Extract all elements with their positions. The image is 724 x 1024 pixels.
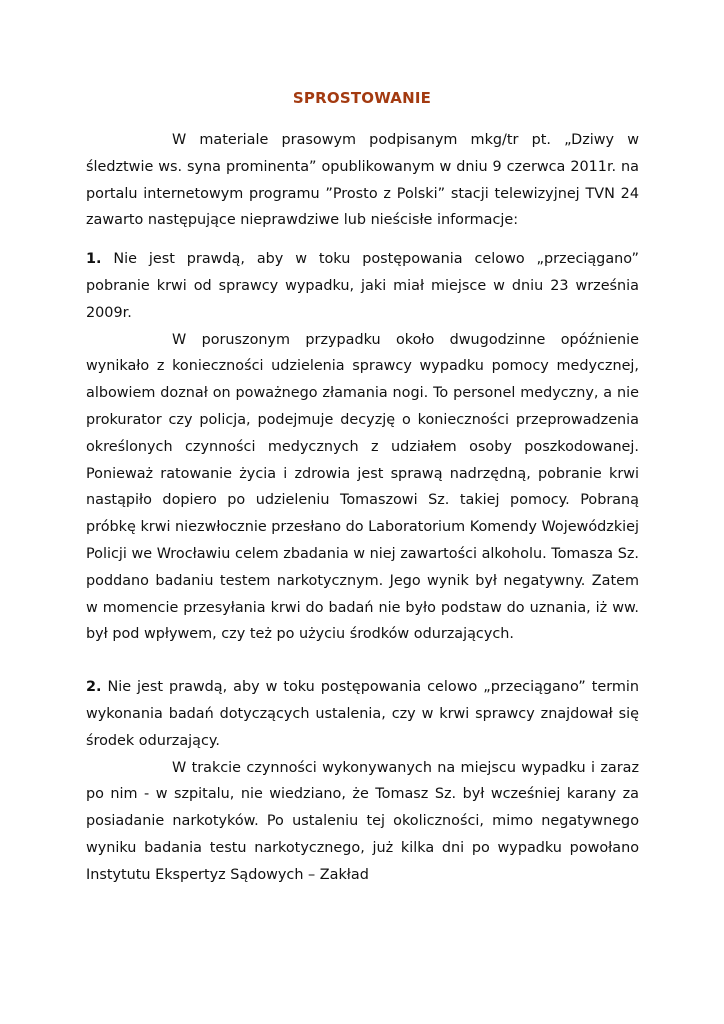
point-2-text: Nie jest prawdą, aby w toku postępowania celowo „przeciągano” termin wykonania badań dotyczących ustalenia, czy w krwi sprawcy znajdował się środek odurzający. xyxy=(86,679,639,749)
spacer xyxy=(86,234,639,246)
point-2-explanation: W trakcie czynności wykonywanych na miejscu wypadku i zaraz po nim - w szpitalu, nie wiedziano, że Tomasz Sz. był wcześniej karany za posiadanie narkotyków. Po ustaleniu tej okoliczności, mimo negatywnego wyniku badania testu narkotycznego, już kilka dni po wypadku powołano Instytutu Ekspertyz Sądowych – Zakład xyxy=(86,759,639,883)
point-1-text: Nie jest prawdą, aby w toku postępowania celowo „przeciągano” pobranie krwi od sprawcy wypadku, jaki miał miejsce w dniu 23 września 2009r. xyxy=(86,251,640,321)
point-2-number: 2. xyxy=(86,679,102,696)
point-1-explanation: W poruszonym przypadku około dwugodzinne opóźnienie wynikało z konieczności udzielenia sprawcy wypadku pomocy medycznej, albowiem doznał on poważnego złamania nogi. To personel medyczny, a nie prokurator czy policja, podejmuje decyzję o konieczności przeprowadzenia określonych czynności medycznych z udziałem osoby poszkodowanej. Ponieważ ratowanie życia i zdrowia jest sprawą nadrzędną, pobranie krwi nastąpiło dopiero po udzieleniu Tomaszowi Sz. takiej pomocy. Pobraną próbkę krwi niezwłocznie przesłano do Laboratorium Komendy Wojewódzkiej Policji we Wrocławiu celem zbadania w niej zawartości alkoholu. Tomasza Sz. poddano badaniu testem narkotycznym. Jego wynik był negatywny. Zatem w momencie przesyłania krwi do badań nie było podstaw do uznania, iż ww. był pod wpływem, czy też po użyciu środków odurzających. xyxy=(86,331,639,643)
document-title: SPROSTOWANIE xyxy=(292,89,432,107)
intro-paragraph: W materiale prasowym podpisanym mkg/tr pt. „Dziwy w śledztwie ws. syna prominenta” opublikowanym w dniu 9 czerwca 2011r. na portalu internetowym programu ”Prosto z Polski” stacji telewizyjnej TVN 24 zawarto następujące nieprawdziwe lub nieścisłe informacje: xyxy=(86,132,639,229)
point-1-number: 1. xyxy=(86,251,102,268)
point-1-paragraph xyxy=(86,246,639,326)
spacer xyxy=(86,648,639,674)
point-2-paragraph xyxy=(86,674,639,754)
document-body xyxy=(86,127,639,889)
